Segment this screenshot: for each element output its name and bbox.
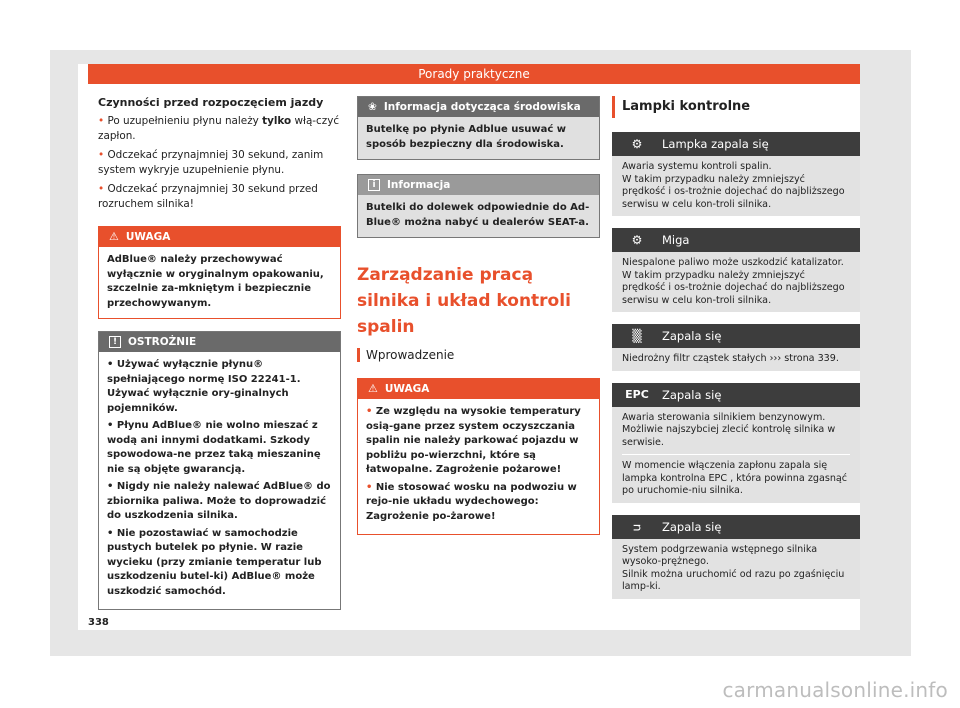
list-item [98,182,341,212]
lamp-description [612,539,860,599]
environment-box-header [358,97,599,117]
engine-icon: ⚙ [631,137,643,151]
caution-list [99,352,340,609]
info-box [357,174,600,238]
warning-box-header [99,227,340,247]
environment-text: Butelkę po płynie Adblue usuwać w sposób bezpieczny dla środowiska. [366,124,567,150]
warning-box-2-header [358,379,599,399]
bullet-dot: • [107,420,117,431]
list-item [98,148,341,178]
lamp-text: Awaria systemu kontroli spalin. W takim przypadku należy zmniejszyć prędkość i os-trożnie dojechać do najbliższego serwisu w celu kon-troli silnika. [622,161,845,210]
lamp-header [612,228,860,252]
list-item-text: Płynu AdBlue® nie wolno mieszać z wodą ani innymi dodatkami. Szkody spowodowa-ne przez taką mieszaninę nie są objęte gwarancją. [107,420,321,475]
list-item-text: Odczekać przynajmniej 30 sekund, zanim system wykryje uzupełnienie płynu. [98,149,324,176]
warning-box-2 [357,378,600,535]
column-1 [98,96,341,620]
lamp-text: Niespalone paliwo może uszkodzić katalizator. W takim przypadku należy zmniejszyć prędkość i os-trożnie dojechać do najbliższego serwisu w celu kon-troli silnika. [622,257,845,306]
environment-title: Informacja dotycząca środowiska [383,101,581,113]
bullet-dot: • [107,527,117,539]
lamp-label: Lampka zapala się [662,137,769,151]
info-icon: i [368,179,380,191]
warning-icon: ⚠ [109,230,119,243]
list-item-text: Nie stosować wosku na podwoziu w rejo-nie układu wydechowego: Zagrożenie po-żarowe! [366,481,577,522]
environment-box [357,96,600,160]
bullet-dot: • [366,481,376,493]
warning-title: UWAGA [125,231,171,243]
list-item-text: Ze względu na wysokie temperatury osią-gane przez system oczyszczania spalin nie należy parkować pojazdu w pobliżu po-wierzchni, które są łatwopalne. Zagrożenie pożarowe! [366,406,581,475]
lamp-description [612,252,860,312]
lamp-text: Niedrożny filtr cząstek stałych ››› strona 339. [622,353,839,364]
bullet-dot: • [107,359,117,370]
particle-filter-icon: ▒ [632,329,642,343]
lamp-label: Miga [662,233,690,247]
info-title: Informacja [387,179,451,191]
lamp-description [612,348,860,371]
engine-icon: ⚙ [631,233,643,247]
list-item-text: Po uzupełnieniu płynu należy [107,115,263,127]
glow-plug-icon: ᴝ [632,519,642,534]
section-title: Zarządzanie pracą silnika i układ kontroli spalin [357,265,571,337]
list-item-emphasis: tylko [262,115,292,127]
bullet-dot: • [98,183,108,195]
caution-title: OSTROŻNIE [128,336,197,348]
lamp-text: System podgrzewania wstępnego silnika wysoko-prężnego. Silnik można uruchomić od razu po zgaśnięciu lamp-ki. [622,543,845,592]
bullet-dot: • [98,115,108,127]
list-item [107,419,332,477]
lamp-header [612,383,860,407]
lamp-label: Zapala się [662,519,722,534]
lamps-title: Lampki kontrolne [612,96,860,118]
subsection-title: Wprowadzenie [357,348,600,362]
watermark: carmanualsonline.info [722,678,948,702]
lamp-header [612,132,860,156]
section-heading: Czynności przed rozpoczęciem jazdy [98,96,324,109]
lamp-header [612,515,860,539]
list-item-text: Używać wyłącznie płynu® spełniającego normę ISO 22241-1. Używać wyłącznie ory-ginalnych pojemników. [107,359,301,414]
list-item-text: Nigdy nie należy nalewać AdBlue® do zbiornika paliwa. Może to doprowadzić do uszkodzenia silnika. [107,481,331,521]
lamp-text: W momencie włączenia zapłonu zapala się lampka kontrolna EPC , która powinna zgasnąć po uruchomie-niu silnika. [622,454,850,498]
environment-icon: ❀ [368,101,377,113]
column-3 [612,96,860,611]
list-item [366,481,591,525]
lamp-text: Awaria sterowania silnikiem benzynowym. Możliwie najszybciej zlecić kontrolę silnika w serwisie. [622,411,836,448]
bullet-dot: • [98,149,108,161]
lamp-list [612,132,860,599]
lamp-label: Zapala się [662,387,722,402]
list-item [107,527,332,600]
warning-box [98,226,341,319]
info-text: Butelki do dolewek odpowiednie do Ad-Blue® można nabyć u dealerów SEAT-a. [366,202,590,228]
lamp-label: Zapala się [662,329,722,343]
lamp-description [612,156,860,216]
list-item-text: Odczekać przynajmniej 30 sekund przed rozruchem silnika! [98,183,318,210]
list-item [107,480,332,524]
epc-icon: EPC [625,388,649,401]
column-2 [357,96,600,545]
warning-list [358,399,599,534]
caution-box [98,331,341,610]
warning-title: UWAGA [384,383,430,395]
page-header: Porady praktyczne [88,64,860,84]
page-number: 338 [88,617,109,628]
bullet-dot: • [366,406,376,417]
bullet-list [98,114,341,212]
list-item [366,405,591,478]
warning-icon: ⚠ [368,382,378,395]
lamp-header [612,324,860,348]
warning-text: AdBlue® należy przechowywać wyłącznie w oryginalnym opakowaniu, szczelnie za-mkniętym i bezpiecznie przechowywanym. [107,254,324,309]
info-box-header [358,175,599,195]
list-item [98,114,341,144]
caution-box-header [99,332,340,352]
list-item-text: Nie pozostawiać w samochodzie pustych butelek po płynie. W razie wycieku (przy zmianie temperatur lub uszkodzeniu butel-ki) AdBlue® może uszkodzić samochód. [107,527,322,597]
list-item [107,358,332,416]
lamp-description [612,407,860,503]
list-item-text: włą-czyć zapłon. [98,115,340,142]
bullet-dot: • [107,481,117,492]
caution-icon: ! [109,336,121,348]
